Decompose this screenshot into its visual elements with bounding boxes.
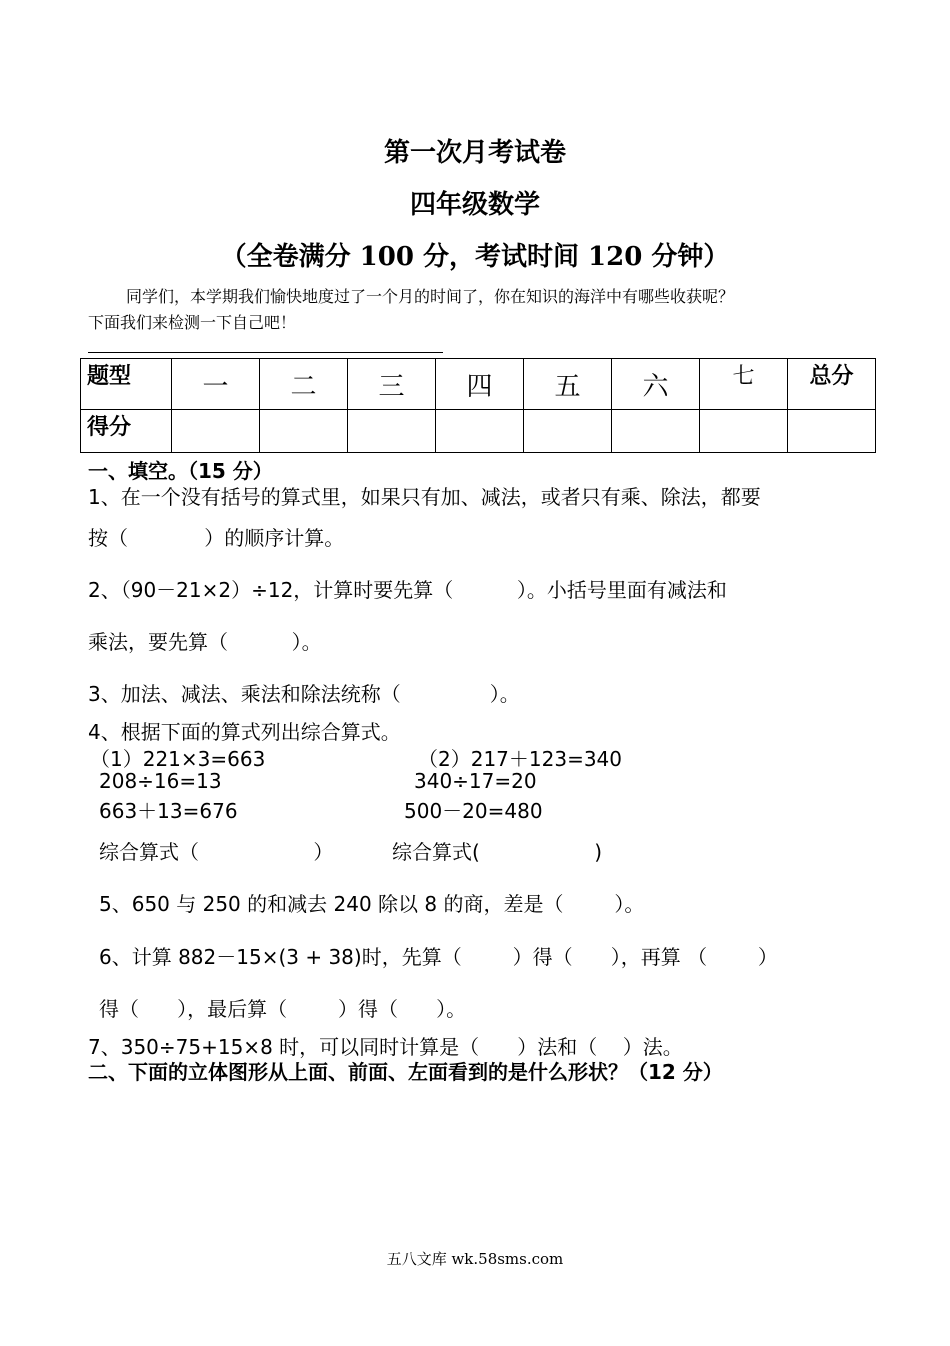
score-cell[interactable] bbox=[348, 410, 436, 453]
score-cell[interactable] bbox=[612, 410, 700, 453]
score-table-row-label: 题型 bbox=[81, 359, 172, 410]
question-6-line-2: 得（ ），最后算（ ）得（ ）。 bbox=[99, 997, 467, 1021]
q4-left-line-2: 208÷16=13 bbox=[99, 769, 222, 793]
score-cell[interactable] bbox=[172, 410, 260, 453]
question-3: 3、加法、减法、乘法和除法统称（ ）。 bbox=[88, 682, 520, 706]
question-5: 5、650 与 250 的和减去 240 除以 8 的商，差是（ ）。 bbox=[99, 892, 645, 916]
question-4: 4、根据下面的算式列出综合算式。 bbox=[88, 720, 401, 744]
intro-line-2: 下面我们来检测一下自己吧！ bbox=[88, 313, 297, 332]
question-2-line-1: 2、（90－21×2）÷12，计算时要先算（ ）。小括号里面有减法和 bbox=[88, 578, 727, 602]
score-table bbox=[80, 358, 876, 453]
q4-right-line-2: 340÷17=20 bbox=[414, 769, 537, 793]
score-table-score-label: 得分 bbox=[81, 410, 172, 453]
score-col-5: 五 bbox=[524, 359, 612, 410]
section-2-heading: 二、下面的立体图形从上面、前面、左面看到的是什么形状？（12 分） bbox=[88, 1060, 723, 1084]
q4-answer-right: 综合算式( ) bbox=[392, 840, 603, 864]
score-table-score-row bbox=[81, 410, 876, 453]
question-1-line-1: 1、在一个没有括号的算式里，如果只有加、减法，或者只有乘、除法，都要 bbox=[88, 485, 761, 509]
question-6-line-1: 6、计算 882－15×(3 + 38)时，先算（ ）得（ ），再算 （ ） bbox=[99, 945, 778, 969]
score-table-header-row bbox=[81, 359, 876, 410]
q4-left-line-3: 663＋13=676 bbox=[99, 799, 238, 823]
intro-line-1: 同学们，本学期我们愉快地度过了一个月的时间了，你在知识的海洋中有哪些收获呢？ bbox=[126, 287, 735, 306]
q4-right-line-1: （2）217＋123=340 bbox=[418, 747, 623, 771]
footer-watermark: 五八文库 wk.58sms.com bbox=[386, 1250, 564, 1268]
question-2-line-2: 乘法，要先算（ ）。 bbox=[88, 630, 322, 654]
score-col-3: 三 bbox=[348, 359, 436, 410]
q4-left-line-1: （1）221×3=663 bbox=[90, 747, 266, 771]
score-cell[interactable] bbox=[700, 410, 788, 453]
section-1-heading: 一、填空。（15 分） bbox=[88, 459, 273, 483]
score-col-2: 二 bbox=[260, 359, 348, 410]
score-col-total: 总分 bbox=[788, 359, 876, 410]
score-col-6: 六 bbox=[612, 359, 700, 410]
exam-note: （全卷满分 100 分，考试时间 120 分钟） bbox=[220, 242, 730, 272]
q4-right-line-3: 500－20=480 bbox=[404, 799, 543, 823]
signature-line bbox=[88, 352, 443, 353]
score-cell[interactable] bbox=[436, 410, 524, 453]
score-col-1: 一 bbox=[172, 359, 260, 410]
q4-answer-left: 综合算式（ ） bbox=[99, 840, 334, 864]
question-1-line-2: 按（ ）的顺序计算。 bbox=[88, 526, 345, 550]
score-cell[interactable] bbox=[524, 410, 612, 453]
question-7: 7、350÷75+15×8 时，可以同时计算是（ ）法和（ ）法。 bbox=[88, 1035, 683, 1059]
score-col-7: 七 bbox=[700, 359, 788, 410]
score-cell[interactable] bbox=[260, 410, 348, 453]
page-title: 第一次月考试卷 bbox=[383, 138, 566, 168]
score-col-4: 四 bbox=[436, 359, 524, 410]
page-subtitle: 四年级数学 bbox=[409, 190, 540, 220]
score-cell[interactable] bbox=[788, 410, 876, 453]
